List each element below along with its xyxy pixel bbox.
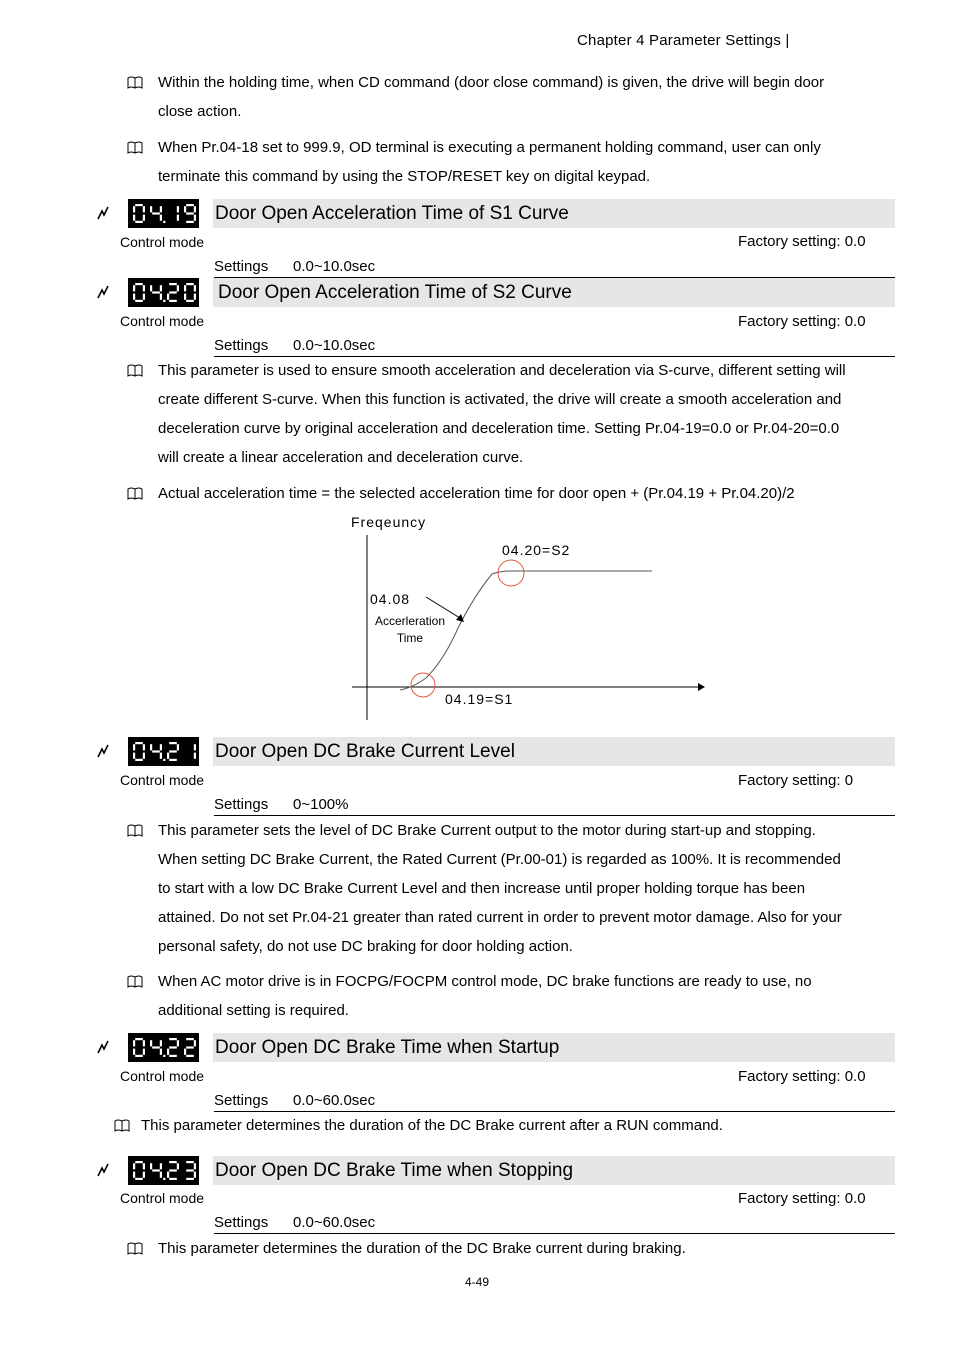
- lcd-segment: [177, 1040, 179, 1046]
- settings-row: Settings 0.0~10.0sec: [214, 256, 895, 278]
- lightning-icon: [96, 1039, 110, 1055]
- lcd-segment: [135, 759, 143, 761]
- x-axis-arrow: [698, 683, 705, 691]
- lcd-segment: [133, 294, 135, 300]
- settings-range: 0.0~10.0sec: [293, 337, 376, 354]
- param-title-bar: [213, 1033, 895, 1062]
- lcd-segment: [167, 294, 169, 300]
- lcd-segment: [133, 1163, 135, 1169]
- param-04-21: [96, 737, 895, 766]
- lcd-segment: [160, 1040, 162, 1046]
- lcd-segment: [184, 285, 186, 291]
- lcd-segment: [169, 1178, 177, 1180]
- param-title: Door Open DC Brake Time when Stopping: [215, 1160, 574, 1181]
- lcd-segment: [177, 285, 179, 291]
- lcd-segment: [167, 1049, 169, 1055]
- lcd-segment: [160, 294, 162, 300]
- param-code-display: [128, 199, 199, 228]
- lcd-segment: [152, 1046, 160, 1048]
- factory-setting: Factory setting: 0.0: [738, 1068, 866, 1085]
- lcd-segment: [135, 283, 143, 285]
- lcd-segment: [194, 753, 196, 759]
- lcd-segment: [169, 1169, 177, 1171]
- lcd-segment: [143, 215, 145, 221]
- param-title-bar: [213, 199, 895, 228]
- lcd-segment: [160, 744, 162, 750]
- lcd-04-22: [128, 1033, 199, 1062]
- lcd-dot: [163, 221, 165, 223]
- lcd-segment: [135, 1055, 143, 1057]
- lcd-segment: [169, 742, 177, 744]
- y-axis-label: Freqeuncy: [351, 514, 427, 530]
- param-title: Door Open DC Brake Time when Startup: [215, 1037, 560, 1058]
- lcd-segment: [143, 285, 145, 291]
- s-curve-diagram: [340, 510, 720, 725]
- lcd-segment: [169, 1161, 177, 1163]
- factory-setting: Factory setting: 0.0: [738, 1190, 866, 1207]
- param-title: Door Open Acceleration Time of S2 Curve: [218, 282, 572, 303]
- lcd-segment: [177, 215, 179, 221]
- lcd-segment: [143, 206, 145, 212]
- lcd-segment: [150, 744, 152, 750]
- chapter-header: Chapter 4 Parameter Settings |: [577, 32, 790, 49]
- lcd-dot: [163, 1178, 165, 1180]
- lcd-segment: [133, 206, 135, 212]
- book-icon: [127, 975, 143, 988]
- lcd-segment: [186, 1038, 194, 1040]
- lcd-segment: [194, 294, 196, 300]
- param-04-23: [96, 1156, 895, 1185]
- lcd-segment: [167, 1172, 169, 1178]
- settings-range: 0~100%: [293, 796, 349, 813]
- param-code-display: [128, 737, 199, 766]
- accel-code-label: 04.08: [370, 591, 411, 607]
- book-icon: [127, 1242, 143, 1255]
- param-04-22: [96, 1033, 895, 1062]
- lightning-icon: [96, 205, 110, 221]
- lcd-segment: [177, 1163, 179, 1169]
- lcd-segment: [160, 1049, 162, 1055]
- param-code-display: [128, 1156, 199, 1185]
- lcd-segment: [194, 1172, 196, 1178]
- accel-label: Accerleration: [374, 614, 446, 628]
- lcd-segment: [160, 753, 162, 759]
- lightning-icon: [96, 743, 110, 759]
- lcd-segment: [194, 206, 196, 212]
- param-code-display: [128, 1033, 199, 1062]
- lcd-segment: [152, 291, 160, 293]
- book-icon: [127, 487, 143, 500]
- param-title-bar: [213, 737, 895, 766]
- lcd-segment: [150, 1163, 152, 1169]
- lcd-segment: [186, 283, 194, 285]
- s2-marker: [498, 560, 524, 586]
- lcd-segment: [152, 212, 160, 214]
- lcd-segment: [186, 1169, 194, 1171]
- lcd-segment: [184, 1049, 186, 1055]
- lcd-segment: [133, 215, 135, 221]
- lcd-segment: [150, 206, 152, 212]
- lcd-segment: [135, 300, 143, 302]
- lcd-segment: [194, 285, 196, 291]
- book-icon: [127, 824, 143, 837]
- lcd-segment: [133, 1040, 135, 1046]
- param-04-19: [96, 199, 895, 228]
- lightning-icon: [96, 284, 110, 300]
- lcd-segment: [177, 744, 179, 750]
- lcd-segment: [152, 750, 160, 752]
- factory-setting: Factory setting: 0.0: [738, 233, 866, 250]
- book-icon: [114, 1119, 130, 1132]
- book-icon: [127, 76, 143, 89]
- param-title-bar: [213, 278, 895, 307]
- lcd-segment: [169, 750, 177, 752]
- lcd-segment: [169, 759, 177, 761]
- lcd-segment: [194, 1040, 196, 1046]
- lcd-04-20: [128, 278, 199, 307]
- s2-label: 04.20=S2: [502, 542, 571, 558]
- lcd-segment: [143, 1163, 145, 1169]
- lcd-segment: [150, 285, 152, 291]
- lcd-segment: [169, 283, 177, 285]
- lcd-segment: [186, 300, 194, 302]
- control-mode-label: Control mode: [120, 313, 205, 329]
- control-mode-label: Control mode: [120, 1190, 205, 1206]
- lcd-segment: [160, 285, 162, 291]
- lcd-segment: [143, 1049, 145, 1055]
- lcd-segment: [135, 204, 143, 206]
- lcd-segment: [186, 204, 194, 206]
- lcd-segment: [160, 1163, 162, 1169]
- lcd-segment: [143, 294, 145, 300]
- control-mode-label: Control mode: [120, 1068, 205, 1084]
- factory-setting: Factory setting: 0: [738, 772, 854, 789]
- lcd-segment: [186, 1178, 194, 1180]
- settings-row: Settings 0.0~60.0sec: [214, 1090, 895, 1112]
- settings-row: Settings 0~100%: [214, 794, 895, 816]
- lcd-segment: [135, 742, 143, 744]
- lcd-segment: [133, 744, 135, 750]
- s-curve: [400, 571, 652, 690]
- settings-row: Settings 0.0~10.0sec: [214, 335, 895, 357]
- book-icon: [127, 141, 143, 154]
- lcd-segment: [186, 1161, 194, 1163]
- lcd-segment: [169, 1038, 177, 1040]
- lcd-segment: [152, 1169, 160, 1171]
- lcd-segment: [194, 1163, 196, 1169]
- lcd-segment: [186, 221, 194, 223]
- control-mode-label: Control mode: [120, 234, 205, 250]
- lcd-dot: [163, 759, 165, 761]
- lcd-segment: [160, 215, 162, 221]
- param-title: Door Open DC Brake Current Level: [215, 741, 515, 762]
- lcd-segment: [194, 744, 196, 750]
- lcd-04-23: [128, 1156, 199, 1185]
- lcd-segment: [184, 294, 186, 300]
- lcd-dot: [163, 1055, 165, 1057]
- lcd-segment: [167, 753, 169, 759]
- lcd-segment: [143, 744, 145, 750]
- lcd-segment: [143, 1172, 145, 1178]
- lcd-segment: [194, 215, 196, 221]
- param-title: Door Open Acceleration Time of S1 Curve: [215, 203, 569, 224]
- lcd-segment: [135, 1038, 143, 1040]
- lcd-segment: [133, 1172, 135, 1178]
- lcd-segment: [133, 285, 135, 291]
- param-code-display: [128, 278, 199, 307]
- lcd-segment: [160, 1172, 162, 1178]
- lcd-segment: [135, 1178, 143, 1180]
- param-04-20: [96, 278, 895, 307]
- lcd-segment: [143, 753, 145, 759]
- lcd-segment: [169, 291, 177, 293]
- lcd-segment: [143, 1040, 145, 1046]
- lcd-segment: [186, 1055, 194, 1057]
- lcd-segment: [169, 1055, 177, 1057]
- lcd-04-21: [128, 737, 199, 766]
- lcd-segment: [133, 1049, 135, 1055]
- settings-range: 0.0~10.0sec: [293, 258, 376, 275]
- lightning-icon: [96, 1162, 110, 1178]
- lcd-segment: [135, 221, 143, 223]
- lcd-segment: [169, 1046, 177, 1048]
- page-number: 4-49: [464, 1275, 490, 1289]
- control-mode-label: Control mode: [120, 772, 205, 788]
- lcd-segment: [160, 206, 162, 212]
- param-title-bar: [213, 1156, 895, 1185]
- accel-time-label: Time: [396, 631, 424, 645]
- lcd-segment: [186, 1046, 194, 1048]
- settings-row: Settings 0.0~60.0sec: [214, 1212, 895, 1234]
- settings-range: 0.0~60.0sec: [293, 1214, 376, 1231]
- lcd-segment: [169, 300, 177, 302]
- lcd-segment: [184, 206, 186, 212]
- lcd-segment: [177, 206, 179, 212]
- book-icon: [127, 364, 143, 377]
- settings-range: 0.0~60.0sec: [293, 1092, 376, 1109]
- lcd-dot: [163, 300, 165, 302]
- lcd-segment: [133, 753, 135, 759]
- lcd-segment: [135, 1161, 143, 1163]
- factory-setting: Factory setting: 0.0: [738, 313, 866, 330]
- s1-label: 04.19=S1: [445, 691, 514, 707]
- lcd-04-19: [128, 199, 199, 228]
- lcd-segment: [186, 212, 194, 214]
- lcd-segment: [150, 1040, 152, 1046]
